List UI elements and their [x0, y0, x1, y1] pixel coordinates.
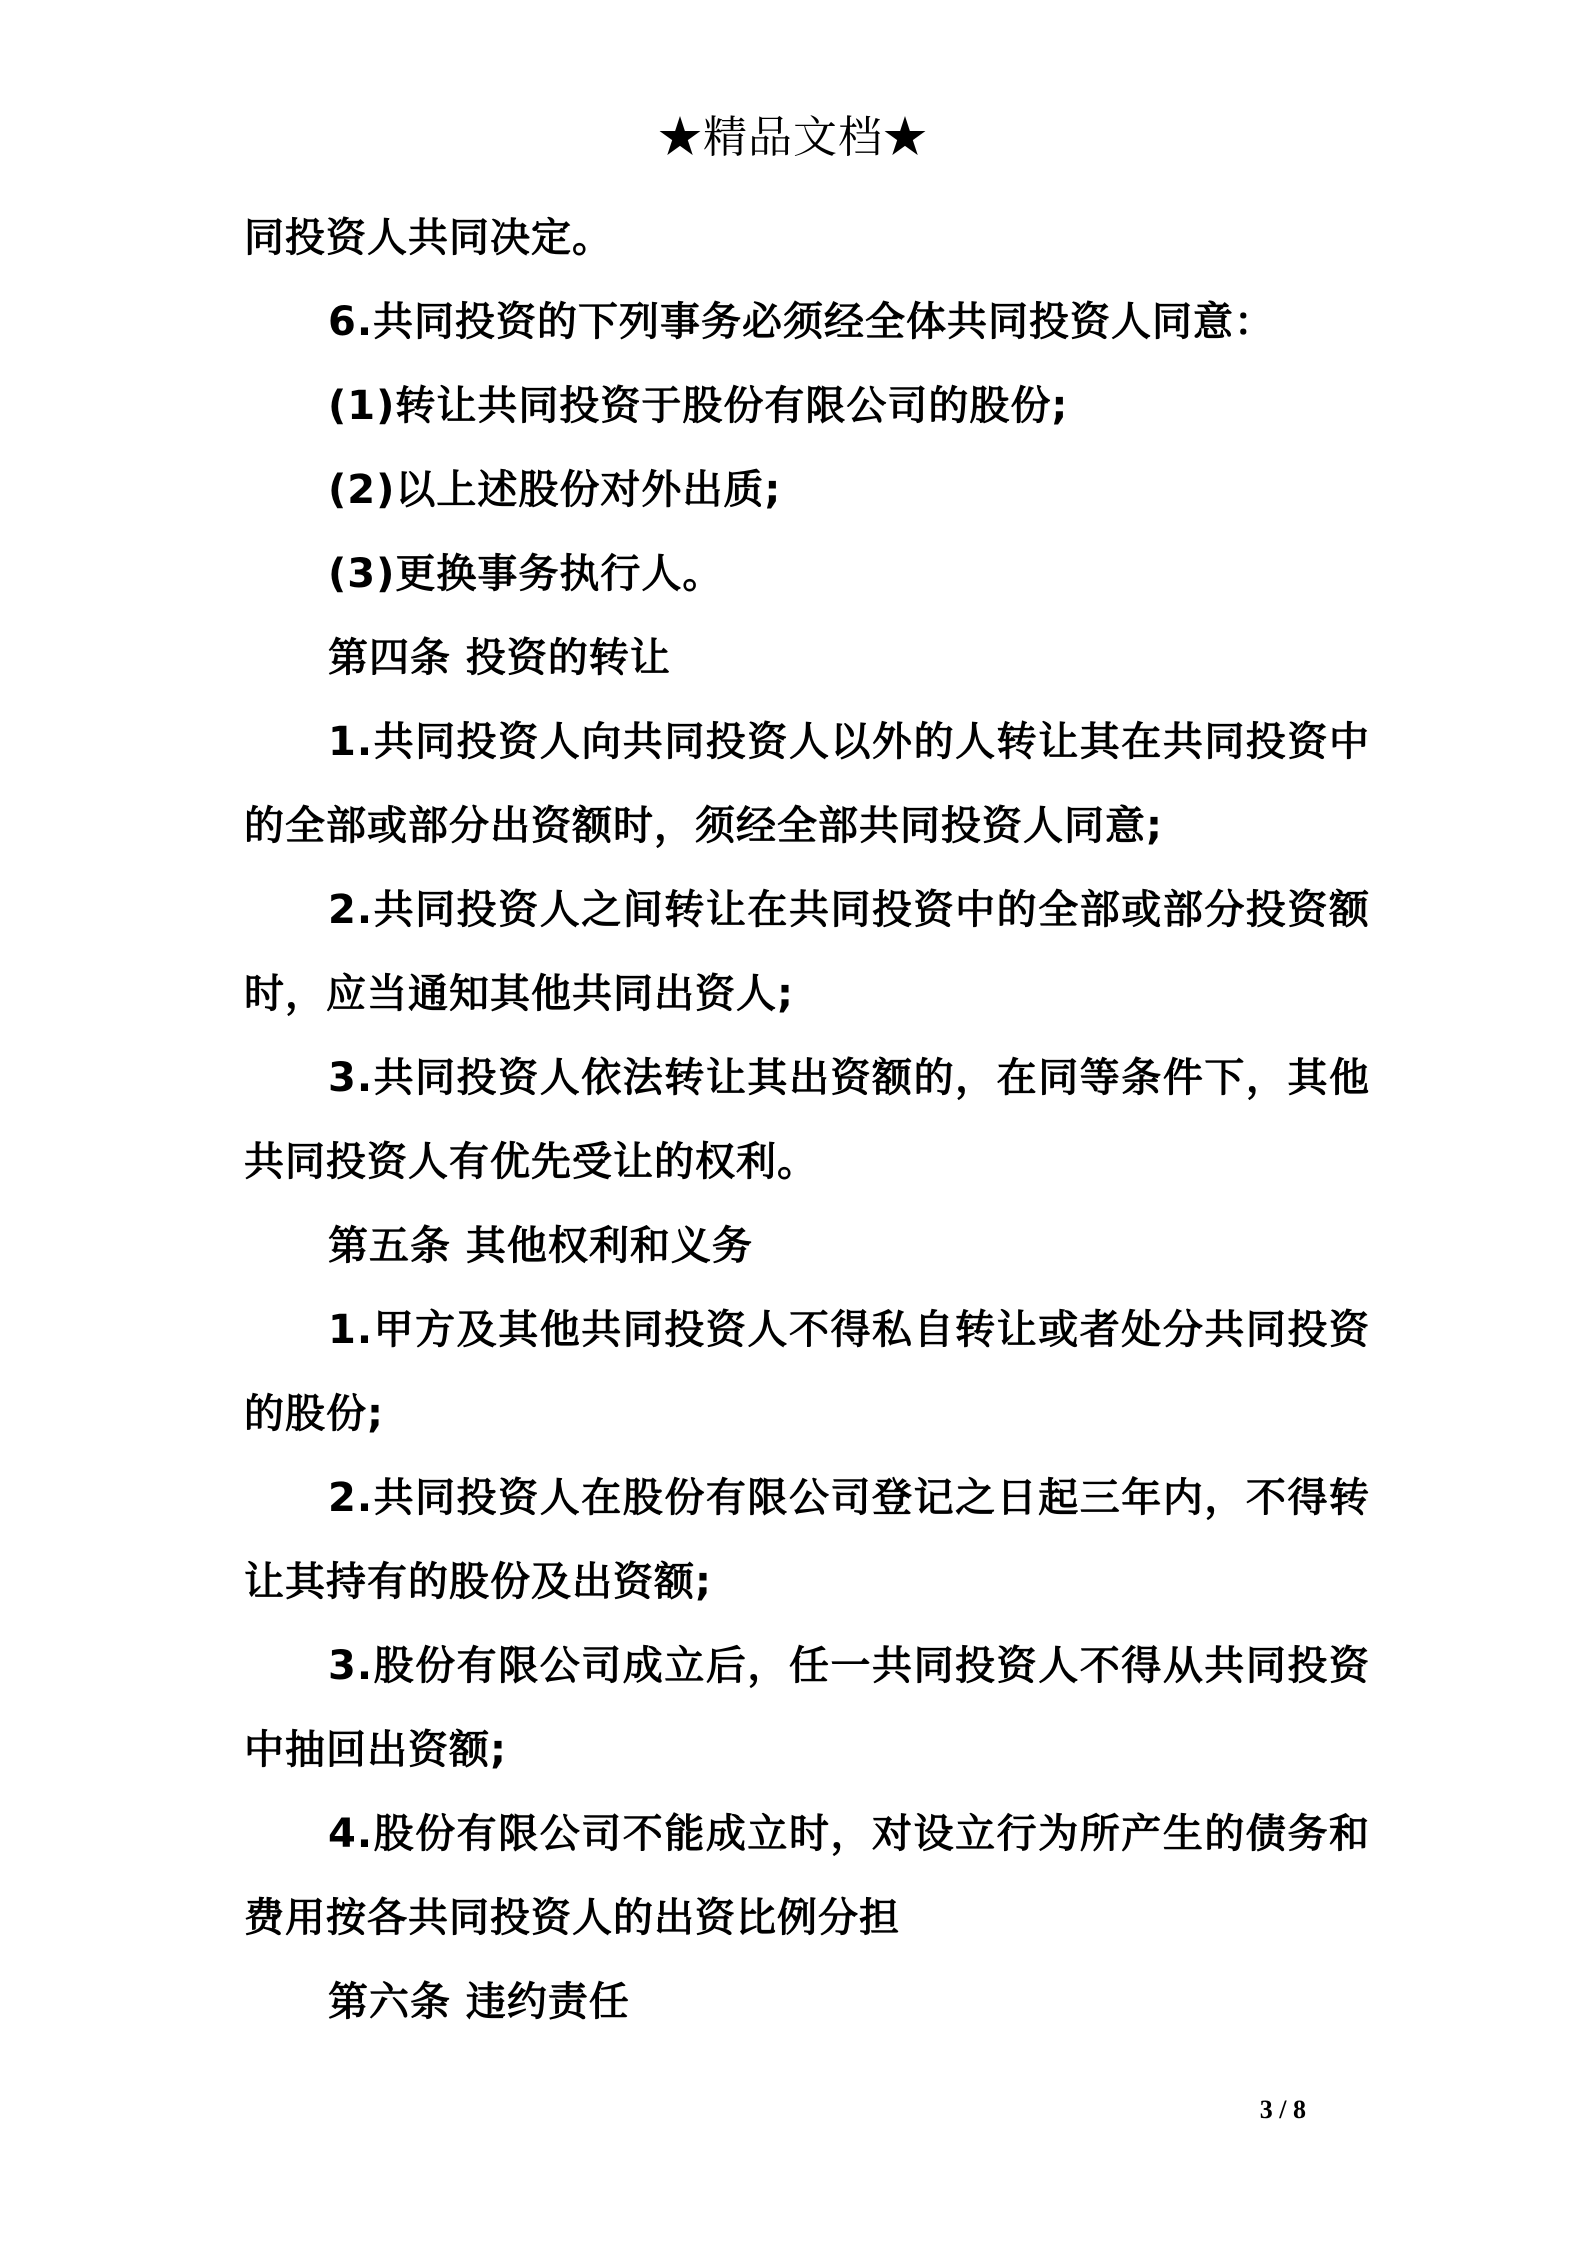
paragraph-item-6: 6.共同投资的下列事务必须经全体共同投资人同意：	[328, 299, 1276, 345]
paragraph-article-5-item-2: 2.共同投资人在股份有限公司登记之日起三年内，不得转让其持有的股份及出资额;	[244, 1475, 1370, 1605]
section-heading-article-5: 第五条 其他权利和义务	[328, 1223, 753, 1269]
paragraph-subitem-3: (3)更换事务执行人。	[328, 551, 724, 597]
paragraph-article-5-item-4: 4.股份有限公司不能成立时，对设立行为所产生的债务和费用按各共同投资人的出资比例分担	[244, 1811, 1370, 1941]
paragraph-article-4-item-3: 3.共同投资人依法转让其出资额的，在同等条件下，其他共同投资人有优先受让的权利。	[244, 1055, 1370, 1185]
document-body	[244, 196, 1370, 2044]
page-header-title: ★精品文档★	[658, 112, 928, 163]
section-heading-article-6: 第六条 违约责任	[328, 1979, 630, 2025]
page-number: 3 / 8	[1259, 2095, 1306, 2124]
paragraph-article-4-item-1: 1.共同投资人向共同投资人以外的人转让其在共同投资中的全部或部分出资额时，须经全部共同投资人同意;	[244, 719, 1370, 849]
paragraph-article-5-item-3: 3.股份有限公司成立后，任一共同投资人不得从共同投资中抽回出资额;	[244, 1643, 1370, 1773]
paragraph-subitem-1: (1)转让共同投资于股份有限公司的股份;	[328, 383, 1069, 429]
section-heading-article-4: 第四条 投资的转让	[328, 635, 671, 681]
paragraph-continuation: 同投资人共同决定。	[244, 215, 613, 261]
paragraph-article-5-item-1: 1.甲方及其他共同投资人不得私自转让或者处分共同投资的股份;	[244, 1307, 1370, 1437]
paragraph-subitem-2: (2)以上述股份对外出质;	[328, 467, 782, 513]
paragraph-article-4-item-2: 2.共同投资人之间转让在共同投资中的全部或部分投资额时，应当通知其他共同出资人;	[244, 887, 1370, 1017]
